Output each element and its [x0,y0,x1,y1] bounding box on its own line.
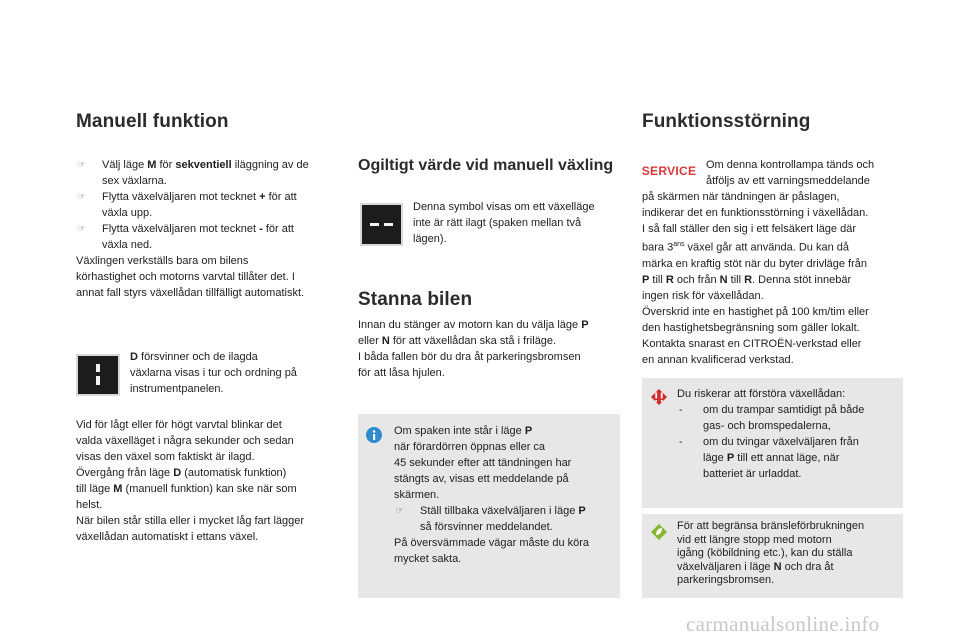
bullet-item: ☞ Flytta växelväljaren mot tecknet + för att växla upp. [78,191,297,219]
warning-box [642,378,903,508]
dash-item: - om du tvingar växelväljaren från läge P till ett annat läge, när batteriet är urladdat. [679,436,859,480]
bullet-pointer-icon: ☞ [78,192,86,201]
info-box [358,414,620,598]
heading-funktionsstorning: Funktionsstörning [642,111,811,132]
dash-item: - om du trampar samtidigt på både gas- och bromspedalerna, [679,404,865,432]
heading-stanna-bilen: Stanna bilen [358,289,473,310]
eco-text: För att begränsa bränsleförbrukningen vid ett längre stopp med motorn igång (köbildning etc.), kan du ställa växelväljaren i läge N och dra åt parkeringsbromsen. [677,520,865,586]
bullet-pointer-icon: ☞ [78,224,86,233]
left-bullets: ☞ Välj läge M för sekventiell iläggning av de sex växlarna. ☞ Flytta växelväljaren mot tecknet + för att växla upp. ☞ Flytta växelväljaren mot tecknet - för att växla ned. Växlingen verkställs bara om bilens körhastighet och motorns varvtal tillåter det. I annat fall styrs växellådan tillfälligt automatiskt. [76,157,346,301]
bullet-item: ☞ Ställ tillbaka växelväljaren i läge P så försvinner meddelandet. [396,505,586,533]
invalid-gear-symbol-icon [360,203,403,246]
info-icon [366,427,382,443]
right-intro: Om denna kontrollampa tänds och åtföljs av ett varningsmeddelande [706,159,875,187]
eco-box [642,514,903,598]
left-paragraph-2: Vid för lågt eller för högt varvtal blinkar det valda växelläget i några sekunder och sedan visas den växel som faktiskt är ilagd. Övergång från läge D (automatisk funktion) till läge M (manuell funktion) kan ske när som helst. När bilen står stilla eller i mycket låg fart lägger växellådan automatiskt i ettans växel. [76,419,305,543]
bullet-pointer-icon: ☞ [396,506,404,515]
warning-icon [650,388,668,406]
gear-display-icon [76,354,120,396]
bullet-item: ☞ Välj läge M för sekventiell iläggning av de sex växlarna. [78,159,309,187]
watermark: carmanualsonline.info [686,612,880,636]
symbol-description: Denna symbol visas om ett växelläge inte är rätt ilagt (spaken mellan två lägen). [413,201,595,245]
heading-ogiltigt-varde: Ogiltigt värde vid manuell växling [358,157,614,174]
service-warning-lamp-icon: SERVICE [642,157,696,185]
bullet-item: ☞ Flytta växelväljaren mot tecknet - för att växla ned. [78,223,294,251]
bullet-pointer-icon: ☞ [78,160,86,169]
right-paragraph: på skärmen när tändningen är påslagen, indikerar det en funktionsstörning i växellådan. I så fall ställer den sig i ett felsäkert läge där bara $3^{ans}$ växel går att använda. Du kan då märka en kraftig stöt när du byter drivläge från P till R och från N till R. Denna stöt innebär ingen risk för växellådan. Överskrid inte en hastighet på 100 km/tim eller den hastighetsbegränsning som gäller lokalt. Kontakta snarast en CITROËN-verkstad eller en annan kvalificerad verkstad. [642,191,869,366]
info-text: Om spaken inte står i läge P när förardörren öppnas eller ca 45 sekunder efter att tändningen har stängts av, visas ett meddelande på skärmen. ☞ Ställ tillbaka växelväljaren i läge P så försvinner meddelandet. På översvämmade vägar måste du köra mycket sakta. [394,423,616,567]
stanna-paragraph: Innan du stänger av motorn kan du välja läge P eller N för att växellådan ska stå i friläge. I båda fallen bör du dra åt parkeringsbromsen för att låsa hjulen. [358,319,589,379]
heading-manuell-funktion: Manuell funktion [76,111,229,132]
icon-description: D försvinner och de ilagda växlarna visas i tur och ordning på instrumentpanelen. [130,351,297,395]
eco-leaf-icon [650,523,668,541]
warning-text: Du riskerar att förstöra växellådan: - om du trampar samtidigt på både gas- och bromspedalerna, - om du tvingar växelväljaren från läge P till ett annat läge, när batteriet är urladdat. [677,386,899,482]
